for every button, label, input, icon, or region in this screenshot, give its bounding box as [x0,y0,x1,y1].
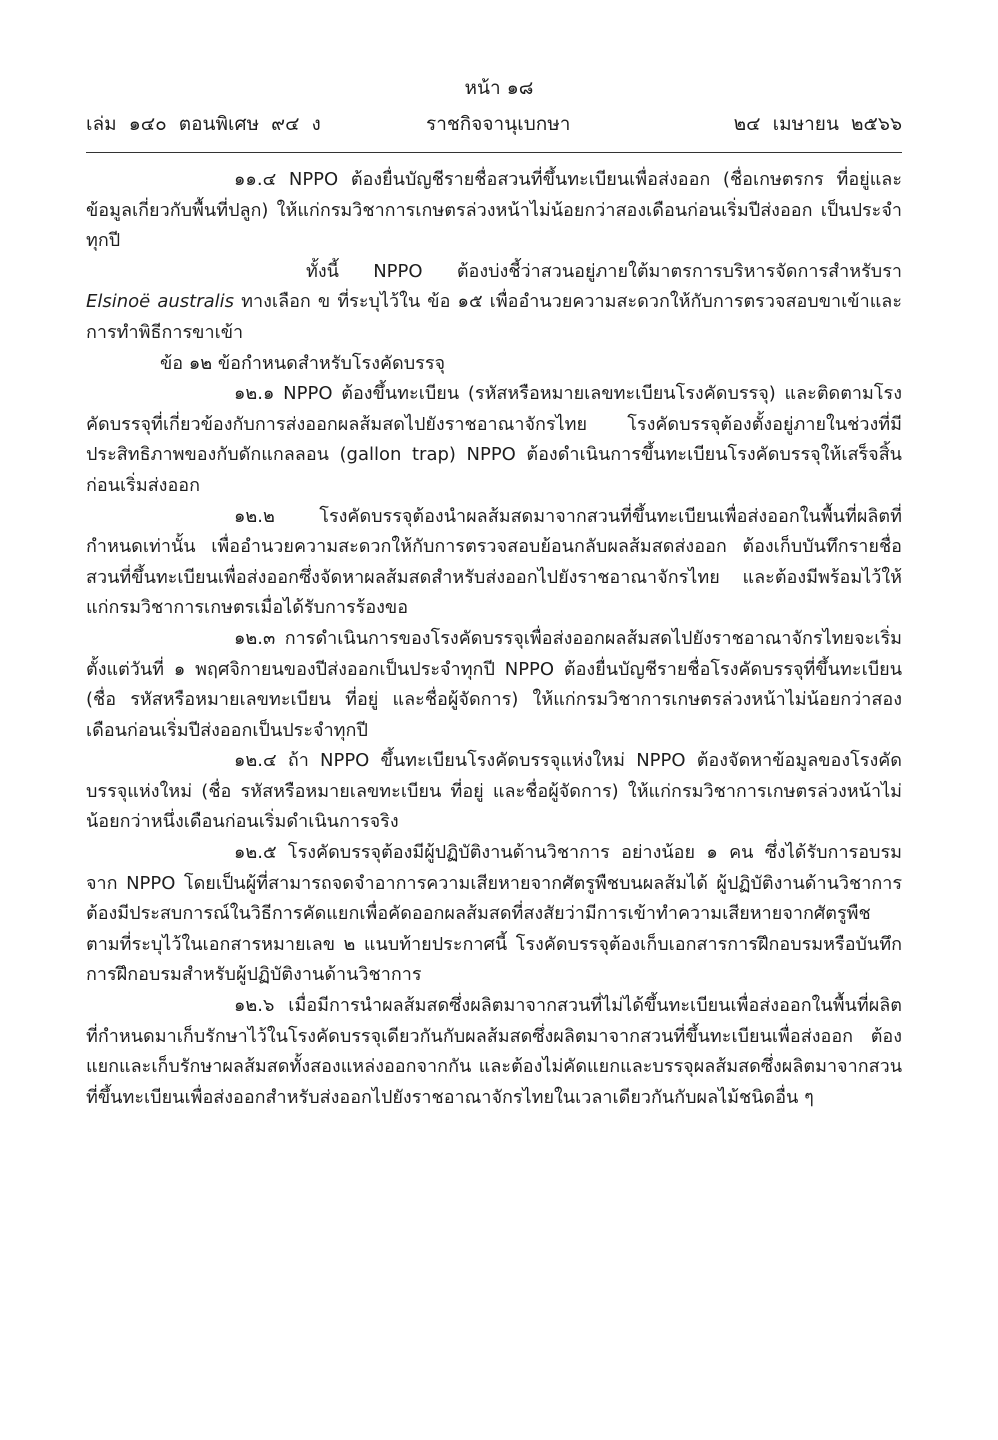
note-text-pre: ทั้งนี้ NPPO ต้องบ่งชี้ว่าสวนอยู่ภายใต้มาตรการบริหารจัดการสำหรับรา [306,260,902,282]
header-divider [86,152,902,153]
paragraph-12-1: ๑๒.๑ NPPO ต้องขึ้นทะเบียน (รหัสหรือหมายเลขทะเบียนโรงคัดบรรจุ) และติดตามโรงคัดบรรจุที่เกี่ยวข้องกับการส่งออกผลส้มสดไปยังราชอาณาจักรไทย โรงคัดบรรจุต้องตั้งอยู่ภายในช่วงที่มีประสิทธิภาพของกับดักแกลลอน (gallon trap) NPPO ต้องดำเนินการขึ้นทะเบียนโรงคัดบรรจุให้เสร็จสิ้นก่อนเริ่มส่งออก [86,383,902,496]
gazette-name: ราชกิจจานุเบกษา [426,113,571,135]
clause-12-heading: ข้อ ๑๒ ข้อกำหนดสำหรับโรงคัดบรรจุ [160,352,446,374]
paragraph-12-4: ๑๒.๔ ถ้า NPPO ขึ้นทะเบียนโรงคัดบรรจุแห่งใหม่ NPPO ต้องจัดหาข้อมูลของโรงคัดบรรจุแห่งใหม่ (ชื่อ รหัสหรือหมายเลขทะเบียน ที่อยู่ และชื่อผู้จัดการ) ให้แก่กรมวิชาการเกษตรล่วงหน้าไม่น้อยกว่าหนึ่งเดือนก่อนเริ่มดำเนินการจริง [86,750,902,833]
paragraph-11-4: ๑๑.๔ NPPO ต้องยื่นบัญชีรายชื่อสวนที่ขึ้นทะเบียนเพื่อส่งออก (ชื่อเกษตรกร ที่อยู่และข้อมูลเกี่ยวกับพื้นที่ปลูก) ให้แก่กรมวิชาการเกษตรล่วงหน้าไม่น้อยกว่าสองเดือนก่อนเริ่มปีส่งออก เป็นประจำทุกปี [86,169,902,252]
publication-date: ๒๔ เมษายน ๒๕๖๖ [733,113,902,135]
species-name: Elsinoë australis [86,291,235,313]
paragraph-12-5: ๑๒.๕ โรงคัดบรรจุต้องมีผู้ปฏิบัติงานด้านวิชาการ อย่างน้อย ๑ คน ซึ่งได้รับการอบรมจาก NPPO โดยเป็นผู้ที่สามารถจดจำอาการความเสียหายจากศัตรูพืชบนผลส้มได้ ผู้ปฏิบัติงานด้านวิชาการต้องมีประสบการณ์ในวิธีการคัดแยกเพื่อคัดออกผลส้มสดที่สงสัยว่ามีการเข้าทำความเสียหายจากศัตรูพืชตามที่ระบุไว้ในเอกสารหมายเลข ๒ แนบท้ายประกาศนี้ โรงคัดบรรจุต้องเก็บเอกสารการฝึกอบรมหรือบันทึกการฝึกอบรมสำหรับผู้ปฏิบัติงานด้านวิชาการ [86,842,902,986]
paragraph-12-6: ๑๒.๖ เมื่อมีการนำผลส้มสดซึ่งผลิตมาจากสวนที่ไม่ได้ขึ้นทะเบียนเพื่อส่งออกในพื้นที่ผลิตที่กำหนดมาเก็บรักษาไว้ในโรงคัดบรรจุเดียวกันกับผลส้มสดซึ่งผลิตมาจากสวนที่ขึ้นทะเบียนเพื่อส่งออก ต้องแยกและเก็บรักษาผลส้มสดทั้งสองแหล่งออกจากกัน และต้องไม่คัดแยกและบรรจุผลส้มสดซึ่งผลิตมาจากสวนที่ขึ้นทะเบียนเพื่อส่งออกสำหรับส่งออกไปยังราชอาณาจักรไทยในเวลาเดียวกันกับผลไม้ชนิดอื่น ๆ [86,995,902,1108]
paragraph-12-3: ๑๒.๓ การดำเนินการของโรงคัดบรรจุเพื่อส่งออกผลส้มสดไปยังราชอาณาจักรไทยจะเริ่มตั้งแต่วันที่ ๑ พฤศจิกายนของปีส่งออกเป็นประจำทุกปี NPPO ต้องยื่นบัญชีรายชื่อโรงคัดบรรจุที่ขึ้นทะเบียน (ชื่อ รหัสหรือหมายเลขทะเบียน ที่อยู่ และชื่อผู้จัดการ) ให้แก่กรมวิชาการเกษตรล่วงหน้าไม่น้อยกว่าสองเดือนก่อนเริ่มปีส่งออกเป็นประจำทุกปี [86,627,902,741]
document-body [86,165,902,1113]
volume-info: เล่ม ๑๔๐ ตอนพิเศษ ๙๔ ง [86,113,321,135]
page-number: หน้า ๑๘ [464,77,534,99]
paragraph-11-4-note [86,257,902,349]
paragraph-12-2: ๑๒.๒ โรงคัดบรรจุต้องนำผลส้มสดมาจากสวนที่ขึ้นทะเบียนเพื่อส่งออกในพื้นที่ผลิตที่กำหนดเท่านั้น เพื่ออำนวยความสะดวกให้กับการตรวจสอบย้อนกลับผลส้มสดส่งออก ต้องเก็บบันทึกรายชื่อสวนที่ขึ้นทะเบียนเพื่อส่งออกซึ่งจัดหาผลส้มสดสำหรับส่งออกไปยังราชอาณาจักรไทย และต้องมีพร้อมไว้ให้แก่กรมวิชาการเกษตรเมื่อได้รับการร้องขอ [86,505,902,619]
note-text-post: ทางเลือก ข ที่ระบุไว้ใน ข้อ ๑๕ เพื่ออำนวยความสะดวกให้กับการตรวจสอบขาเข้าและการทำพิธีการขาเข้า [86,291,903,343]
running-header [86,110,902,138]
